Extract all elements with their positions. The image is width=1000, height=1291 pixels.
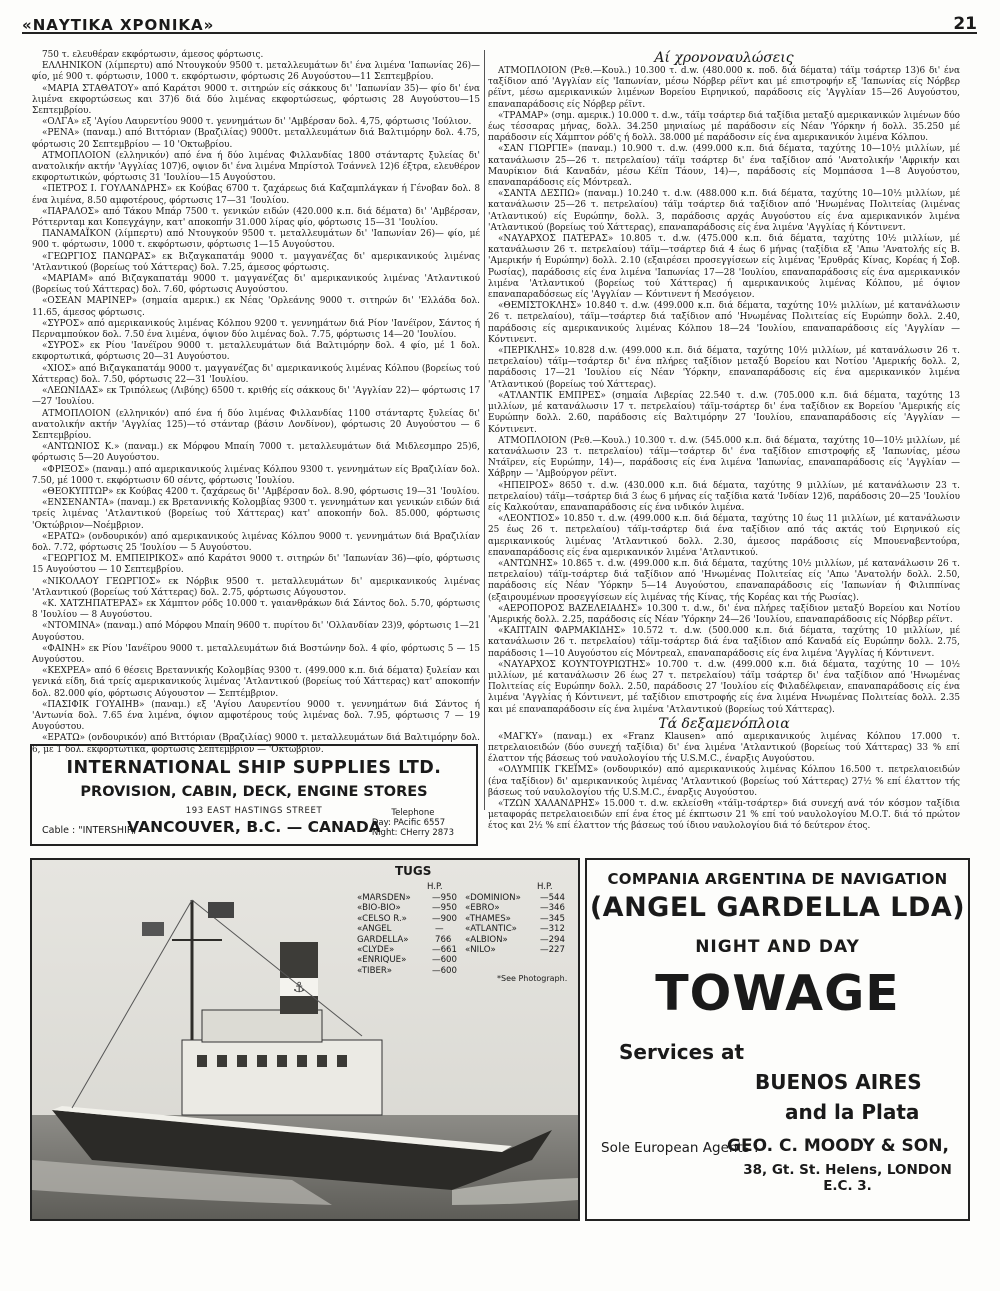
tug-name: «THAMES» <box>465 913 511 924</box>
tug-item <box>357 966 457 976</box>
right-column <box>488 50 960 832</box>
fixture-entry: «ΦΡΙΞΟΣ» (παναμ.) από αμερικανικούς λιμένας Κόλπου 9300 τ. γεννημάτων είς Βραζιλίαν δολ. 7.50, μέ 1000 τ. εκφόρτωσιν 60 σέντς, φόρτωσις 'Ιουλίου. <box>32 464 480 486</box>
page-header <box>22 14 977 36</box>
tug-name: «ENRIQUE» <box>357 955 407 966</box>
ad-services: PROVISION, CABIN, DECK, ENGINE STORES <box>80 784 428 800</box>
ad-tugs-photo <box>30 858 580 1221</box>
ad-services-at: Services at <box>619 1040 745 1064</box>
fixture-entry: «ΟΛΓΑ» εξ 'Αγίου Λαυρεντίου 9000 τ. γεννημάτων δι' 'Αμβέρσαν δολ. 4,75, φόρτωσις 'Ιούλιον. <box>42 117 472 128</box>
tug-name: «CLYDE» <box>357 945 395 956</box>
charter-entry: «ΛΕΟΝΤΙΟΣ» 10.850 τ. d.w. (499.000 κ.π. διά δέματα, ταχύτης 10 έως 11 μιλλίων, μέ κατανάλωσιν 25 έως 26 τ. πετρελαίου) τάϊμ-τσάρτερ διά ένα ταξίδιον από τάς ακτάς τού Ειρηνικού είς αμερικανικούς λιμένας 'Ατλαντικού δολλ. 2.30, άμεσος παράδοσις είς Μπουεναβεντούρα, επαναπαράδοσις είς ένα αμερικανικόν λιμένα 'Ατλαντικού. <box>488 514 960 558</box>
tug-hp: —227 <box>540 945 565 956</box>
tug-name: «ALBION» <box>465 934 508 945</box>
section-title-tankers: Τά δεξαμενόπλοια <box>658 715 790 732</box>
tug-name: «BIO-BIO» <box>357 903 401 914</box>
charter-entry: «ΣΑΝΤΑ ΔΕΣΠΩ» (παναμ.) 10.240 τ. d.w. (488.000 κ.π. διά δέματα, ταχύτης 10—10½ μιλλίων, μέ κατανάλωσιν 25—26 τ. πετρελαίου) τάϊμ τσάρτερ διά ταξίδιον από 'Ηνωμένας Πολιτείας (λιμένας 'Ατλαντικού) είς Ευρώπην, δολλ. 3, παράδοσις αρχάς Αυγούστου είς ένα αμερικανικόν λιμένα 'Ατλαντικού (βορείως τού Χάττερας), επαναπαράδοσις είς ένα λιμένα 'Αγγλίας ή Κόντινεντ. <box>488 189 960 233</box>
tug-item <box>465 893 565 903</box>
ad-telephone <box>372 808 454 838</box>
photo-note: *See Photograph. <box>497 974 568 983</box>
ad-agent-name: GEO. C. MOODY & SON, <box>727 1136 949 1156</box>
tug-name: «CELSO R.» <box>357 913 407 924</box>
charter-entry: «ΑΕΡΟΠΟΡΟΣ ΒΑΖΕΛΕΙΑΔΗΣ» 10.300 τ. d.w., δι' ένα πλήρες ταξίδιον μεταξύ Βορείου και Νοτίου 'Αμερικής δολλ. 2.25, παράδοσις είς Νέαν 'Υόρκην 24—26 'Ιουλίου, επαναπαράδοσις είς Νόρβερ ρέϊντ. <box>488 603 960 625</box>
tug-item <box>465 903 565 913</box>
fixture-entry: ΑΤΜΟΠΛΟΙΟΝ (ελληνικόν) από ένα ή δύο λιμένας Φιλλανδίας 1800 στάνταρτς ξυλείας δι' ανατολικήν ακτήν 'Αγγλίας 107)6, οψιον δι' ένα λιμένα Μπρίστολ Τσάννελ 12)6 έξτρα, ελευθέρον εκφορτωτικών, φόρτωσις 31 'Ιουλίου—15 Αυγούστου. <box>32 150 480 184</box>
fixture-entry: «ΟΣΕΑΝ ΜΑΡΙΝΕΡ» (σημαία αμερικ.) εκ Νέας 'Ορλεάνης 9000 τ. σιτηρών δι' 'Ελλάδα δολ. 11.65, άμεσος φόρτωσις. <box>32 296 480 318</box>
tug-hp: —766 <box>435 924 452 945</box>
tug-name: «MARSDEN» <box>357 893 411 903</box>
fixture-entry: «ΓΕΩΡΓΙΟΣ ΠΑΝΩΡΑΣ» εκ Βιζαγκαπατάμ 9000 τ. μαγγανέζας δι' αμερικανικούς λιμένας 'Ατλαντικού (βορείως τού Χάττερας) δολ. 7.25, άμεσος φόρτωσις. <box>32 251 480 273</box>
fixture-entry: «ΣΥΡΟΣ» από αμερικανικούς λιμένας Κόλπου 9200 τ. γεννημάτων διά Ρίον 'Ιανέϊρον, Σάντος ή Περναμπούκον δολ. 7.50 ένα λιμένα, όψιον δύο λιμένας δολ. 7.75, φόρτωσις 14—20 'Ιουλίου. <box>32 318 480 341</box>
charter-entry: «ΚΑΠΤΑΙΝ ΦΑΡΜΑΚΙΔΗΣ» 10.572 τ. d.w. (500.000 κ.π. διά δέματα, ταχύτης 10 μιλλίων, μέ κατανάλωσιν 26 τ. πετρελαίου) τάϊμ-τσάρτερ διά ένα ταξίδιον από Καναδά είς Ευρώπην δολλ. 2.75, παράδοσις 1—10 Αυγούστου είς Μόντρεαλ, επαναπαράδοσις είς ένα λιμένα 'Αγγλίας ή Κόντινεντ. <box>488 626 960 659</box>
fixture-entry: «ΕΡΑΤΩ» (ονδουρικόν) από αμερικανικούς λιμένας Κόλπου 9000 τ. γεννημάτων διά Βραζιλίαν δολ. 7.72, φόρτωσις 25 'Ιουλίου — 5 Αυγούστου. <box>32 531 480 553</box>
fixture-entry: «ΜΑΡΙΑ ΣΤΑΘΑΤΟΥ» από Καράτσι 9000 τ. σιτηρών είς σάκκους δι' 'Ιαπωνίαν 35)— φίο δι' ένα λιμένα εκφορτώσεως και 37)6 διά δύο λιμένας εκφορτώσεως, φόρτωσις 28 Αυγούστου—15 Σεπτεμβρίου. <box>32 83 480 117</box>
charter-entry: «ΗΠΕΙΡΟΣ» 8650 τ. d.w. (430.000 κ.π. διά δέματα, ταχύτης 9 μιλλίων, μέ κατανάλωσιν 23 τ. πετρελαίου) τάϊμ—τσάρτερ διά 3 έως 6 μήνας είς ταξίδια κατά 'Ινδίαν 12)6, παράδοσις 20—25 'Ιουλίου είς Καλκούταν, επαναπαράδοσις είς ένα ινδικόν λιμένα. <box>488 480 960 513</box>
tugs-title: TUGS <box>395 864 432 878</box>
tug-hp: —294 <box>540 934 565 945</box>
ad-company-name: (ANGEL GARDELLA LDA) <box>589 892 966 923</box>
tug-hp: —600 <box>432 955 457 966</box>
charter-entry: «ΑΤΛΑΝΤΙΚ ΕΜΠΡΕΣ» (σημαία Λιβερίας 22.540 τ. d.w. (705.000 κ.π. διά δέματα, ταχύτης 13 μιλλίων, μέ κατανάλωσιν 17 τ. πετρελαίου) τάϊμ-τσάρτερ δι' ένα ταξίδιον εκ Βορείου 'Αμερικής είς Ευρώπην δολλ. 2.60, παράδοσις είς Βαλτιμόρην 27 'Ιουλίου, επαναπαράδοσις είς 'Αγγλίαν — Κόντινεντ. <box>488 390 960 435</box>
time-charters-list <box>488 66 960 716</box>
charter-entry: «ΣΑΝ ΓΙΩΡΓΙΕ» (παναμ.) 10.900 τ. d.w. (499.000 κ.π. διά δέματα, ταχύτης 10—10½ μιλλίων, μέ κατανάλωσιν 25—26 τ. πετρελαίου) τάϊμ τσάρτερ δι' ένα ταξίδιον από 'Ανατολικήν 'Αφρικήν και Μαυρίκιον διά Καναδάν, μέσω Κέϊπ Τάουν, 14)—, παράδοσις είς Μομπάσσα 1—8 Αυγούστου, επαναπαράδοσις είς Μόντρεαλ. <box>488 144 960 189</box>
tug-item <box>465 945 565 955</box>
tug-name: «NILO» <box>465 945 496 956</box>
charter-entry: «ΝΑΥΑΡΧΟΣ ΠΑΤΕΡΑΣ» 10.805 τ. d.w. (475.000 κ.π. διά δέματα, ταχύτης 10½ μιλλίων, μέ κατανάλωσιν 26 τ. πετρελαίου) τάϊμ—τσάρτερ διά 4 έως 6 μήνας (ταξίδια εξ 'Απω 'Ανατολής είς Β. 'Αμερικήν ή Ευρώπην) δολλ. 2.10 (εξαιρέσει προσεγγίσεων είς λιμένας 'Ερυθράς Κίνας, Κορέας ή Σοβ. Ρωσίας), παράδοσις είς ένα λιμένα 'Ιαπωνίας 17—28 'Ιουλίου, επαναπαράδοσις είς ένα αμερικανικόν λιμένα 'Ατλαντικού (βορείως τού Χάττερας) ή αμερικανικούς λιμένας Κόλπου, μέ όψιον επαναπαραδόσεως είς 'Αγγλίαν — Κόντινεντ ή Μεσόγειον. <box>488 234 960 301</box>
tug-name: «EBRO» <box>465 903 500 914</box>
ad-company-line: COMPANIA ARGENTINA DE NAVIGATION <box>607 870 948 888</box>
header-rule <box>22 32 977 34</box>
tug-item <box>465 924 565 934</box>
tug-hp: —600 <box>432 965 457 976</box>
ad-address: 193 EAST HASTINGS STREET <box>185 806 323 816</box>
telephone-night: Night: CHerry 2873 <box>371 828 454 838</box>
ad-international-ship-supplies <box>30 744 478 846</box>
fixture-entry: «ΘΕΟΚΥΠΤΩΡ» εκ Κούβας 4200 τ. ζαχάρεως δι' 'Αμβέρσαν δολ. 8.90, φόρτωσις 19—31 'Ιουλίου. <box>42 486 480 497</box>
charter-entry: ΑΤΜΟΠΛΟΙΟΝ (Ρεθ.—Κουλ.) 10.300 τ. d.w. (545.000 κ.π. διά δέματα, ταχύτης 10—10½ μιλλίων, μέ κατανάλωσιν 23 τ. πετρελαίου) τάϊμ—τσάρτερ δι' ένα ταξίδιον επιστροφής εξ 'Ιαπωνίας, μέσω Ντάϊρεν, είς Ευρώπην, 14)—, παράδοσις είς ένα λιμένα 'Ιαπωνίας, επαναπαράδοσις είς 'Αγγλίαν — Χάβρην — 'Αμβούργον ρέϊντ. <box>488 435 960 480</box>
tug-hp: —345 <box>540 913 565 924</box>
tankers-list <box>488 732 960 833</box>
page-number: 21 <box>953 14 977 34</box>
fixture-entry: «ΑΝΤΩΝΙΟΣ Κ.» (παναμ.) εκ Μόρφου Μπαίη 7000 τ. μεταλλευμάτων διά Μιδλεσμπρο 25)6, φόρτωσις 5—20 Αυγούστου. <box>32 442 480 464</box>
ad-buenos-aires: BUENOS AIRES <box>755 1070 922 1094</box>
charter-entry: ΑΤΜΟΠΛΟΙΟΝ (Ρεθ.—Κουλ.) 10.300 τ. d.w. (480.000 κ. ποδ. διά δέματα) τάϊμ τσάρτερ 13)6 δι' ένα ταξίδιον από 'Αγγλίαν είς 'Ιαπωνίαν, μέσω Νόρβερ ρέϊντ και μέ επιστροφήν εξ 'Ιαπωνίας είς Νόρβερ ρέϊντ, μέσω αμερικανικών λιμένων Βορείου Ειρηνικού, παράδοσις είς 'Αγγλίαν 15—26 Αυγούστου, επαναπαράδοσις είς Νόρβερ ρέϊντ. <box>488 66 960 110</box>
ad-cable: Cable : "INTERSHIP„ <box>42 825 136 836</box>
tug-hp: —950 <box>432 893 457 903</box>
hp-label-1: H.P. <box>427 882 443 892</box>
fixture-entry: «ΡΕΝΑ» (παναμ.) από Βιττόριαν (Βραζιλίας) 9000τ. μεταλλευμάτων διά Βαλτιμόρην δολ. 4.75, φόρτωσις 20 Σεπτεμβρίου — 10 'Οκτωβρίου. <box>32 128 480 150</box>
tug-item <box>357 955 457 965</box>
ad-agents-label: Sole European Agents : <box>601 1140 759 1156</box>
tugs-column-2 <box>465 893 565 955</box>
tug-hp: —312 <box>540 924 565 935</box>
fixture-entry: «ΜΑΡΙΑΜ» από Βιζαγκαπατάμ 9000 τ. μαγγανέζας δι' αμερικανικούς λιμένας 'Ατλαντικού (βορείως τού Χάττερας) δολ. 7.60, φόρτωσις Αυγούστου. <box>32 274 480 296</box>
tug-item <box>357 945 457 955</box>
charter-entry: «ΤΡΑΜΑΡ» (σημ. αμερικ.) 10.000 τ. d.w., τάϊμ τσάρτερ διά ταξίδια μεταξύ αμερικανικών λιμένων δύο έως τέσσαρας μήνας, δολλ. 34.250 μηνιαίως μέ παράδοσιν είς Νέαν 'Υόρκην ή δολλ. 35.250 μέ παράδοσιν είς Χάμπτον ρόδ'ς ή δολλ. 38.000 μέ παράδοσιν είς ένα αμερικανικόν λιμένα Κόλπου. <box>488 110 960 144</box>
ad-night-day: NIGHT AND DAY <box>695 937 860 957</box>
tug-name: «ATLANTIC» <box>465 924 517 935</box>
tug-hp: —950 <box>432 903 457 914</box>
fixture-entry: 750 τ. ελευθέραν εκφόρτωσιν, άμεσος φόρτωσις. <box>42 50 264 60</box>
tug-name: «DOMINION» <box>465 893 521 903</box>
tanker-entry: «ΟΛΥΜΠΙΚ ΓΚΕΪΜΣ» (ονδουρικόν) από αμερικανικούς λιμένας Κόλπου 16.500 τ. πετρελαιοειδών (ένα ταξίδιον) δι' αμερικανικούς λιμένας 'Ατλαντικού (βορείως τού Χάττερας) 27½ % επί έλαττον τής βάσεως τού ναυλολογίου τής U.S.M.C., έναρξις Αυγούστου. <box>488 765 960 798</box>
fixture-entry: «ΕΡΑΤΩ» (ονδουρικόν) από Βιττόριαν (Βραζιλίας) 9000 τ. μεταλλευμάτων διά Βαλτιμόρην δολ. 6, μέ 1 δολ. εκφορτωτικά, φόρτωσις Σεπτέμβριον — 'Οκτώβριον. <box>32 733 480 755</box>
fixture-entry: «ΠΑΣΙΦΙΚ ΓΟΥΑΙΗΒ» (παναμ.) εξ 'Αγίου Λαυρεντίου 9000 τ. γεννημάτων διά Σάντος ή 'Αντωνία δολ. 7.65 ένα λιμένα, όψιον αμφοτέρους τούς λιμένας δολ. 7.95, φόρτωσις 7 — 19 Αυγούστου. <box>32 699 480 733</box>
ad-agent-address: 38, Gt. St. Helens, LONDON E.C. 3. <box>743 1162 952 1194</box>
fixture-entry: ΑΤΜΟΠΛΟΙΟΝ (ελληνικόν) από ένα ή δύο λιμένας Φιλλανδίας 1100 στάνταρτς ξυλείας δι' ανατολικήν ακτήν 'Αγγλίας 125)—τό στάνταρ (βάσιν Λονδίνον), φόρτωσις 20 Αυγούστου — 6 Σεπτεμβρίου. <box>32 408 480 441</box>
hp-label-2: H.P. <box>537 882 553 892</box>
telephone-label: Telephone <box>391 808 435 818</box>
publication-title: «ΝΑΥΤΙΚΑ ΧΡΟΝΙΚΑ» <box>22 16 215 34</box>
fixture-entry: «ΛΕΩΝΙΔΑΣ» εκ Τριπόλεως (Λιβύης) 6500 τ. κριθής είς σάκκους δι' 'Αγγλίαν 22)— φόρτωσις 17—27 'Ιουλίου. <box>32 386 480 408</box>
telephone-day: Day: PAcific 6557 <box>371 818 446 828</box>
fixture-entry: «ΝΙΚΟΛΑΟΥ ΓΕΩΡΓΙΟΣ» εκ Νόρβικ 9500 τ. μεταλλευμάτων δι' αμερικανικούς λιμένας 'Ατλαντικού (βορείως τού Χάττερας) δολ. 2.75, φόρτωσις Αύγουστον. <box>32 576 480 598</box>
tanker-entry: «ΤΖΩΝ ΧΑΛΑΝΔΡΗΣ» 15.000 τ. d.w. εκλείσθη «τάϊμ-τσάρτερ» διά συνεχή ανά τόν κόσμον ταξίδια μεταφοράς πετρελαιοειδών επί ένα έτος μέ έκπτωσιν 21 % επί τού ναυλολογίου Μ.Ο.Τ. διά τό πρώτον έτος και 2½ % επί έλαττον τής βάσεως τού ίδιου ναυλολογίου διά τό δεύτερον έτος. <box>488 799 960 832</box>
charter-entry: «ΑΝΤΩΝΗΣ» 10.865 τ. d.w. (499.000 κ.π. διά δέματα, ταχύτης 10½ μιλλίων, μέ κατανάλωσιν 26 τ. πετρελαίου) τάϊμ-τσάρτερ διά ταξίδιον από 'Ηνωμένας Πολιτείας είς 'Απω 'Ανατολήν δολλ. 2.50, παράδοσις είς Νέαν 'Υόρκην 5—14 Αυγούστου, επαναπαράδοσις είς 'Ιαπωνίαν ή Φιλιππίνας (εξαιρουμένων προσεγγίσεων είς λιμένας τής Κίνας, τής Κορέας και τής Ρωσίας). <box>488 558 960 603</box>
tug-hp: —346 <box>540 903 565 914</box>
tug-name: «ANGEL GARDELLA» <box>357 924 409 945</box>
fixture-entry: «ΠΕΤΡΟΣ Ι. ΓΟΥΛΑΝΔΡΗΣ» εκ Κούβας 6700 τ. ζαχάρεως διά Καζαμπλάγκαν ή Γένοβαν δολ. 8 ένα λιμένα, 8.50 αμφοτέρους, φόρτωσις 17—31 'Ιουλίου. <box>32 184 480 206</box>
tug-item <box>465 914 565 924</box>
fixture-entry: «ΣΥΡΟΣ» εκ Ρίου 'Ιανέϊρου 9000 τ. μεταλλευμάτων διά Βαλτιμόρην δολ. 4 φίο, μέ 1 δολ. εκφορτωτικά, φόρτωσις 20—31 Αυγούστου. <box>32 341 480 363</box>
tug-item <box>357 914 457 924</box>
charter-entry: «ΘΕΜΙΣΤΟΚΛΗΣ» 10.840 τ. d.w. (499.000 κ.π. διά δέματα, ταχύτης 10½ μιλλίων, μέ κατανάλωσιν 26 τ. πετρελαίου), τάϊμ—τσάρτερ διά ταξίδιον από 'Ηνωμένας Πολιτείας είς Ευρώπην δολλ. 2.40, παράδοσις είς αμερικανικούς λιμένας Κόλπου 18—24 'Ιουλίου, επαναπαράδοσις είς 'Αγγλίαν — Κόντινεντ. <box>488 301 960 345</box>
fixture-entry: «ΚΕΧΡΕΑ» από 6 θέσεις Βρεταννικής Κολομβίας 9300 τ. (499.000 κ.π. διά δέματα) ξυλείαν και γενικά είδη, διά τρείς αμερικανικούς λιμένας 'Ατλαντικού (βορείως τού Χάττερας) κατ' αποκοπήν δολ. 82.000 φίο, φόρτωσις Αύγουστον — Σεπτέμβριον. <box>32 666 480 699</box>
column-divider <box>484 50 485 810</box>
fixture-entry: «ΝΤΟΜΙΝΑ» (παναμ.) από Μόρφου Μπαίη 9600 τ. πυρίτου δι' 'Ολλανδίαν 23)9, φόρτωσις 1—21 Αυγούστου. <box>32 621 480 643</box>
fixture-entry: ΕΛΛΗΝΙΚΟΝ (λίμπερτυ) από Ντουγκούν 9500 τ. μεταλλευμάτων δι' ένα λιμένα 'Ιαπωνίας 26)— φίο, μέ 900 τ. φόρτωσιν, 1000 τ. εκφόρτωσιν, φόρτωσις 26 Αυγούστου—11 Σεπτεμβρίου. <box>32 61 480 83</box>
section-title-time-charters: Αί χρονοναυλώσεις <box>654 50 794 66</box>
fixture-entry: «ΠΑΡΑΛΟΣ» από Τάκου Μπάρ 7500 τ. γενικών ειδών (420.000 κ.π. διά δέματα) δι' 'Αμβέρσαν, Ρόττερνταμ και Κοπεγχάγην, κατ' αποκοπήν 31.000 λίρας φίο, φόρτωσις 15—31 'Ιουλίου. <box>32 206 480 229</box>
charter-entry: «ΠΕΡΙΚΛΗΣ» 10.828 d.w. (499.000 κ.π. διά δέματα, ταχύτης 10½ μιλλίων, μέ κατανάλωσιν 26 τ. πετρελαίου) τάϊμ—τσάρτερ δι' ένα πλήρες ταξίδιον μεταξύ Βορείου και Νοτίου 'Αμερικής δολλ. 2, παράδοσις 17—21 'Ιουλίου είς Νέαν 'Υόρκην, επαναπαράδοσις είς ένα αμερικανικόν λιμένα 'Ατλαντικού (βορείως τού Χάττερας). <box>488 346 960 390</box>
tug-item <box>465 935 565 945</box>
tug-item <box>357 903 457 913</box>
fixture-entry: «ΦΑΙΝΗ» εκ Ρίου 'Ιανέϊρου 9000 τ. μεταλλευμάτων διά Βοστώνην δολ. 4 φίο, φόρτωσις 5 — 15 Αυγούστου. <box>32 643 480 665</box>
charter-entry: «ΝΑΥΑΡΧΟΣ ΚΟΥΝΤΟΥΡΙΩΤΗΣ» 10.700 τ. d.w. (499.000 κ.π. διά δέματα, ταχύτης 10 — 10½ μιλλίων, μέ κατανάλωσιν 26 έως 27 τ. πετρελαίου) τάϊμ τσάρτερ δι' ένα ταξίδιον από 'Ηνωμένας Πολιτείας είς Ευρώπην δολλ. 2.50, παράδοσις 27 'Ιουλίου είς Φιλαδέλφειαν, επαναπαράδοσις είς ένα λιμένα 'Αγγλίας ή Κόντινεντ, μέ ταξίδιον επιστροφής είς ένα λιμένα Ηνωμένας Πολιτείας δολλ. 2.35 και μέ επαναπαράδοσιν είς ένα λιμένα 'Ατλαντικού (βορείως τού Χάττερας). <box>488 659 960 715</box>
left-column <box>32 50 480 755</box>
tug-hp: —900 <box>432 913 457 924</box>
fixture-entry: ΠΑΝΑΜΑΪΚΟΝ (λίμπερτυ) από Ντουγκούν 9500 τ. μεταλλευμάτων δι' 'Ιαπωνίαν 26)— φίο, μέ 900 τ. φόρτωσιν, 1000 τ. εκφόρτωσιν, φόρτωσις 1—15 Αυγούστου. <box>32 229 480 251</box>
tug-item <box>357 893 457 903</box>
ad-la-plata: and la Plata <box>785 1100 920 1124</box>
fixture-entry: «ΧΙΟΣ» από Βιζαγκαπατάμ 9000 τ. μαγγανέζας δι' αμερικανικούς λιμένας Κόλπου (βορείως τού Χάττερας) δολ. 7.50, φόρτωσις 22—31 'Ιουλίου. <box>32 363 480 385</box>
fixture-entry: «ΓΕΩΡΓΙΟΣ Μ. ΕΜΠΕΙΡΙΚΟΣ» από Καράτσι 9000 τ. σιτηρών δι' 'Ιαπωνίαν 36)—φίο, φόρτωσις 15 Αυγούστου — 10 Σεπτεμβρίου. <box>32 554 480 576</box>
svg-text:⚓: ⚓ <box>292 980 306 996</box>
ad-angel-gardella <box>585 858 970 1221</box>
ad-city: VANCOUVER, B.C. — CANADA <box>127 818 381 836</box>
ad-towage: TOWAGE <box>655 965 900 1022</box>
tug-name: «TIBER» <box>357 965 392 976</box>
tugs-column-1 <box>357 893 457 976</box>
ad-company-name: INTERNATIONAL SHIP SUPPLIES LTD. <box>66 758 442 778</box>
tug-item <box>357 924 457 945</box>
fixture-entry: «ΕΝΣΕΝΑΝΤΑ» (παναμ.) εκ Βρεταννικής Κολομβίας 9300 τ. γεννημάτων και γενικών ειδών διά τρείς λιμένας 'Ατλαντικού (βορείως τού Χάττερας) κατ' αποκοπήν δολ. 85.000, φόρτωσις 'Οκτώβριον—Νοέμβριον. <box>32 498 480 531</box>
tanker-entry: «ΜΑΓΚΥ» (παναμ.) ex «Franz Klausen» από αμερικανικούς λιμένας Κόλπου 17.000 τ. πετρελαιοειδών (δύο συνεχή ταξίδια) δι' ένα λιμένα 'Ατλαντικού (βορείως τού Χάττερας) 33 % επί έλαττον τής βάσεως τού ναυλολογίου τής U.S.M.C., έναρξις Αυγούστου. <box>488 731 960 765</box>
tug-hp: —661 <box>432 945 457 956</box>
tug-hp: —544 <box>540 893 565 903</box>
fixture-entry: «Κ. ΧΑΤΖΗΠΑΤΕΡΑΣ» εκ Χάμπτον ρόδς 10.000 τ. γαιανθράκων διά Σάντος δολ. 5.70, φόρτωσις 8 'Ιουλίου — 8 Αυγούστου. <box>32 598 480 621</box>
